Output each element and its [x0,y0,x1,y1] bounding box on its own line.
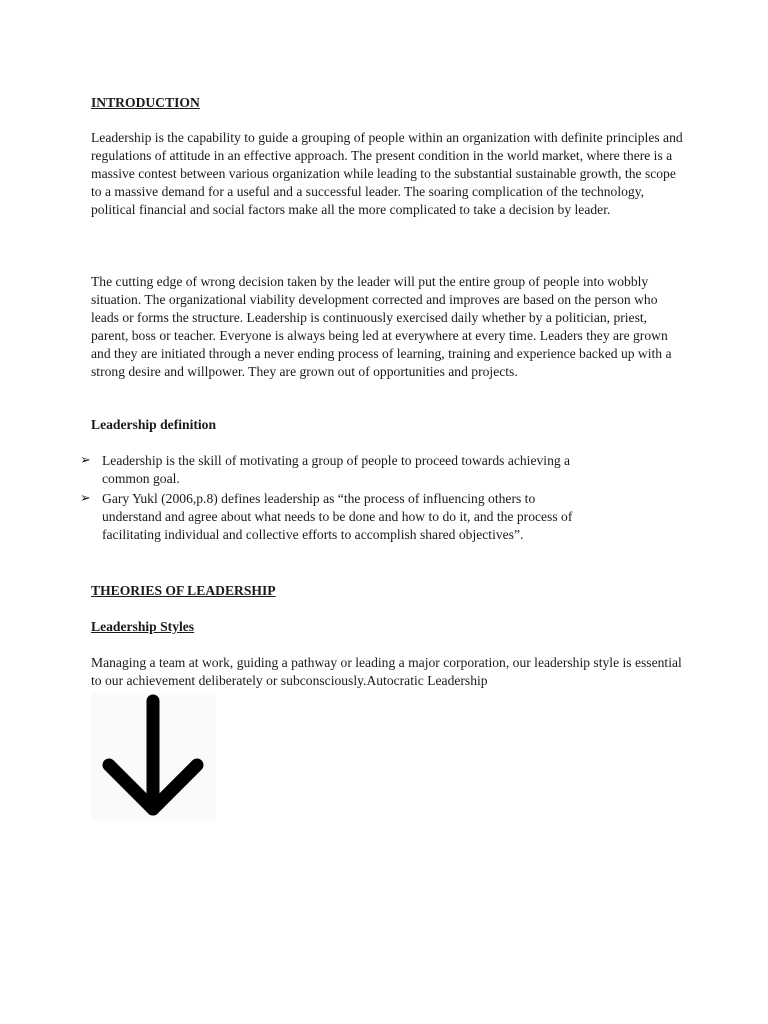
definition-text: Leadership is the skill of motivating a group of people to proceed towards achieving a common goal. [102,453,571,486]
intro-paragraph-2: The cutting edge of wrong decision taken by the leader will put the entire group of people into wobbly situation. The organizational viability development corrected and improves are based on the person who leads or forms the structure. Leadership is continuously exercised daily whether by a politician, priest, parent, boss or teacher. Everyone is always being led at everywhere at every time. Leaders they are grown and they are initiated through a never ending process of learning, training and experience backed up with a strong desire and willpower. They are grown out of opportunities and projects. [91,274,672,379]
styles-paragraph: Managing a team at work, guiding a pathway or leading a major corporation, our leadership style is essential to our achievement deliberately or subconsciously.Autocratic Leadership [91,655,682,688]
intro-heading: INTRODUCTION [91,95,200,110]
down-arrow-figure [91,693,216,821]
definition-text: Gary Yukl (2006,p.8) defines leadership as “the process of influencing others to understand and agree about what needs to be done and how to do it, and the process of facilitating individual and collective efforts to accomplish shared objectives”. [102,491,573,542]
styles-heading: Leadership Styles [91,619,195,634]
theories-heading: THEORIES OF LEADERSHIP [91,583,276,598]
definition-heading: Leadership definition [91,417,217,432]
arrow-bullet-icon: ➢ [80,491,91,506]
down-arrow-icon [91,693,216,821]
intro-paragraph-1: Leadership is the capability to guide a grouping of people within an organization with definite principles and regulations of attitude in an effective approach. The present condition in the world market, where there is a massive contest between various organization while leading to the substantial sustainable growth, the scope to a massive demand for a useful and a successful leader. The soaring complication of the technology, political financial and social factors make all the more complicated to take a decision by leader. [91,130,683,217]
definition-item [80,452,580,488]
arrow-bullet-icon: ➢ [80,453,91,468]
definition-item [80,490,580,544]
definition-list [80,452,580,546]
